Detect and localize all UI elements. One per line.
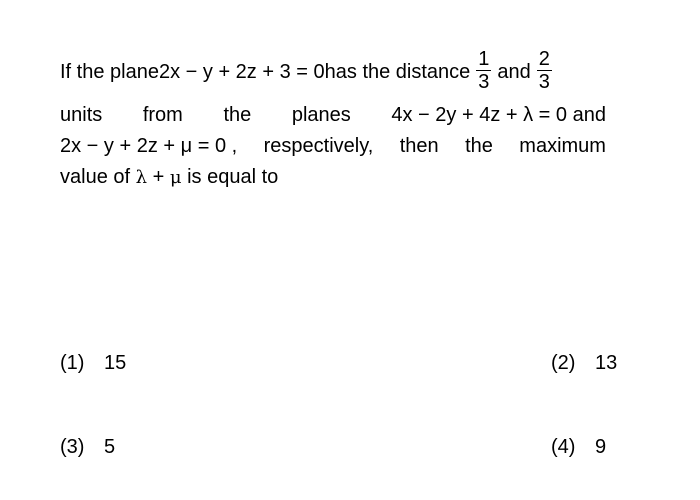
plus-sign: + xyxy=(147,166,170,188)
plane-equation-2: 4x − 2y + 4z + λ = 0 xyxy=(391,104,568,126)
fraction-two-thirds xyxy=(537,48,552,93)
word-from: from xyxy=(142,104,183,126)
and-word: and xyxy=(497,60,531,83)
option-1-number: (1) xyxy=(60,352,85,374)
word-units: units xyxy=(60,104,103,126)
fraction-2-numerator: 2 xyxy=(538,47,550,70)
plane-equation-1: 2x − y + 2z + 3 = 0 xyxy=(158,60,325,83)
fraction-one-third xyxy=(476,48,491,93)
word-planes: planes xyxy=(291,104,351,126)
word-maximum: maximum xyxy=(519,135,606,157)
word-then: then xyxy=(399,135,439,157)
option-3-value: 5 xyxy=(104,436,116,458)
option-3[interactable] xyxy=(60,435,115,459)
question-line-1 xyxy=(60,44,606,100)
word-and: and xyxy=(572,104,606,126)
option-3-number: (3) xyxy=(60,436,85,458)
option-4-number: (4) xyxy=(551,436,576,458)
question-text xyxy=(60,44,606,193)
is-equal-to-text: is equal to xyxy=(181,166,279,188)
mu-symbol: μ xyxy=(169,167,182,188)
option-4-value: 9 xyxy=(595,436,607,458)
fraction-1-denominator: 3 xyxy=(478,70,490,93)
option-1[interactable] xyxy=(60,351,126,375)
plane-equation-3: 2x − y + 2z + μ = 0 , xyxy=(60,135,238,157)
option-2-number: (2) xyxy=(551,352,576,374)
option-2-value: 13 xyxy=(595,352,618,374)
question-prefix: If the plane xyxy=(60,60,159,83)
word-the-2: the xyxy=(465,135,493,157)
question-line-2 xyxy=(60,100,606,131)
option-2[interactable] xyxy=(551,351,617,375)
question-mid-text: has the distance xyxy=(324,60,471,83)
lambda-symbol: λ xyxy=(135,167,148,188)
option-1-value: 15 xyxy=(104,352,127,374)
option-4[interactable] xyxy=(551,435,606,459)
word-respectively: respectively, xyxy=(263,135,374,157)
fraction-2-denominator: 3 xyxy=(538,70,550,93)
value-of-text: value of xyxy=(60,166,136,188)
question-line-3 xyxy=(60,131,606,162)
question-line-4 xyxy=(60,162,606,193)
fraction-1-numerator: 1 xyxy=(478,47,490,70)
word-the: the xyxy=(223,104,252,126)
equation-and-group xyxy=(391,100,606,131)
